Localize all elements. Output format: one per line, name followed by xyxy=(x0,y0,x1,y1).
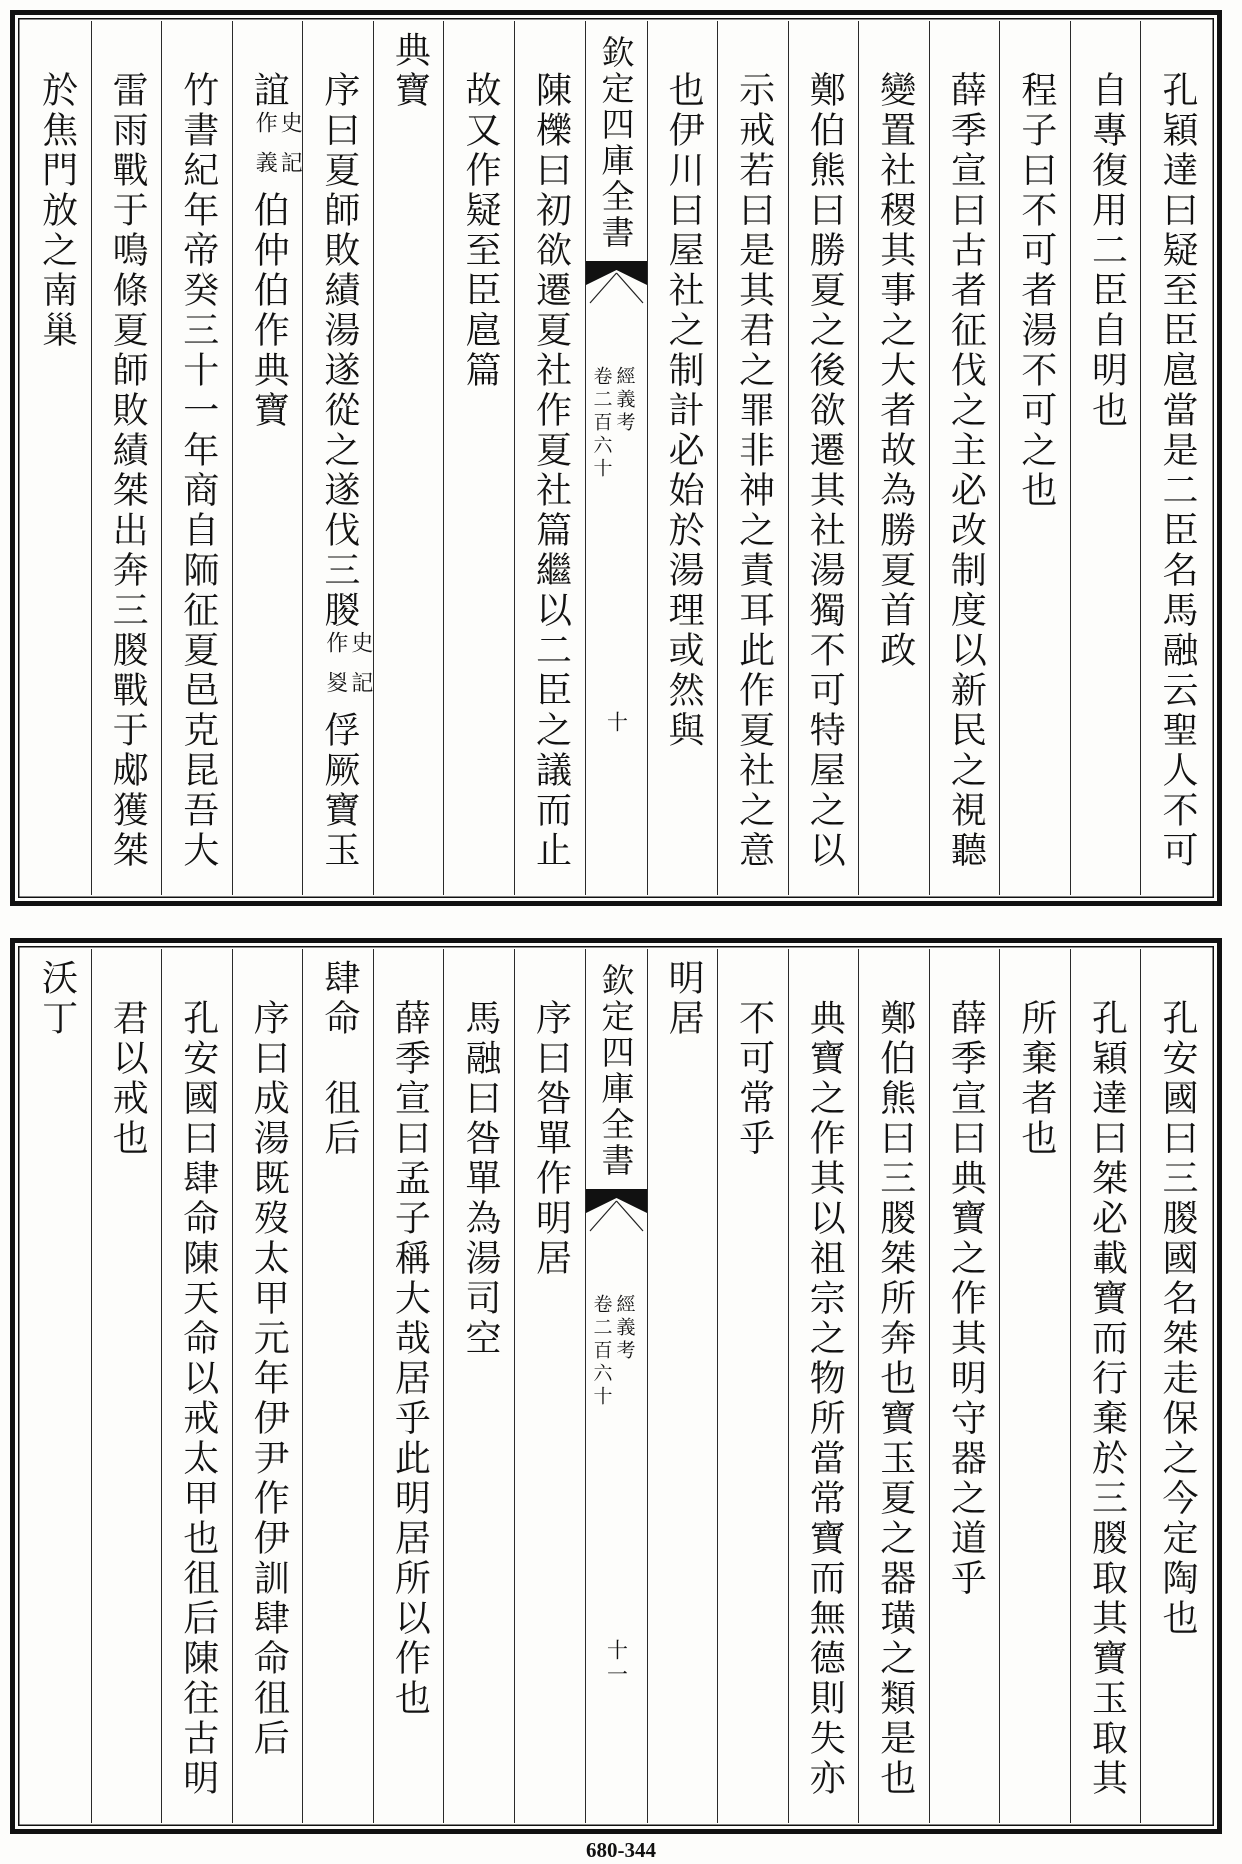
text-column: 君以戒也 xyxy=(91,949,162,1823)
folio-leaf-number: 十 xyxy=(604,711,629,735)
text-column: 鄭伯熊曰勝夏之後欲遷其社湯獨不可特屋之以 xyxy=(788,21,859,895)
text-column: 孔安國曰肆命陳天命以戒太甲也徂后陳往古明 xyxy=(161,949,232,1823)
column-text: 序曰夏師敗績湯遂從之遂伐三朡 xyxy=(318,71,360,631)
text-column: 孔安國曰三朡國名桀走保之今定陶也 xyxy=(1140,949,1211,1823)
text-column: 於焦門放之南巢 xyxy=(36,71,78,351)
note-line-left: 作義 xyxy=(252,111,278,191)
folio-series-title: 欽定四庫全書 xyxy=(596,963,636,1179)
column-strip xyxy=(21,21,1211,895)
section-title: 肆命 xyxy=(318,959,360,1039)
text-column: 鄭伯熊曰三朡桀所奔也寶玉夏之器璜之類是也 xyxy=(858,949,929,1823)
page-number-footer: 680-344 xyxy=(586,1838,656,1862)
column-text-continued: 俘厥寶玉 xyxy=(318,711,360,871)
note-line-right: 史記 xyxy=(347,631,373,711)
folio-juan-number: 卷二百六十 xyxy=(590,366,613,481)
text-column: 故又作疑至臣扈篇 xyxy=(443,21,514,895)
section-title: 徂后 xyxy=(318,1079,360,1159)
text-column: 陳櫟曰初欲遷夏社作夏社篇繼以二臣之議而止 xyxy=(514,21,585,895)
text-column: 竹書紀年帝癸三十一年商自陑征夏邑克昆吾大 xyxy=(161,21,232,895)
column-strip xyxy=(21,949,1211,1823)
text-column: 雷雨戰于鳴條夏師敗績桀出奔三朡戰于郕獲桀 xyxy=(91,21,162,895)
text-column: 典寶之作其以祖宗之物所當常寶而無德則失亦 xyxy=(788,949,859,1823)
text-column: 孔穎達曰桀必載寶而行棄於三朡取其寶玉取其 xyxy=(1070,949,1141,1823)
section-title-column xyxy=(302,949,373,1823)
text-column: 薛季宣曰孟子稱大哉居乎此明居所以作也 xyxy=(373,949,444,1823)
folio-book-title: 經義考 xyxy=(613,366,636,435)
section-title: 典寶 xyxy=(373,21,444,895)
note-line-right: 史記 xyxy=(277,111,303,191)
text-column xyxy=(232,21,303,895)
text-column: 序曰成湯既歿太甲元年伊尹作伊訓肆命徂后 xyxy=(232,949,303,1823)
section-title: 沃丁 xyxy=(36,959,78,1039)
text-column: 馬融曰咎單為湯司空 xyxy=(443,949,514,1823)
text-column: 也伊川曰屋社之制計必始於湯理或然與 xyxy=(647,21,718,895)
text-column: 程子曰不可者湯不可之也 xyxy=(999,21,1070,895)
folio-book-title: 經義考 xyxy=(613,1294,636,1363)
folio-series-title: 欽定四庫全書 xyxy=(596,35,636,251)
column-text: 誼 xyxy=(248,71,290,111)
note-line-left: 作㚇 xyxy=(322,631,348,711)
fishtail-icon xyxy=(586,261,647,307)
column-text-continued: 伯仲伯作典寶 xyxy=(248,191,290,431)
text-column: 示戒若曰是其君之罪非神之責耳此作夏社之意 xyxy=(717,21,788,895)
text-column: 不可常乎 xyxy=(717,949,788,1823)
folio-column xyxy=(585,949,647,1823)
interlinear-note xyxy=(252,111,302,191)
text-column xyxy=(302,21,373,895)
text-column: 孔穎達曰疑至臣扈當是二臣名馬融云聖人不可 xyxy=(1140,21,1211,895)
folio-juan-number: 卷二百六十 xyxy=(590,1294,613,1409)
text-column: 薛季宣曰古者征伐之主必改制度以新民之視聽 xyxy=(929,21,1000,895)
text-column: 所棄者也 xyxy=(999,949,1070,1823)
text-column: 薛季宣曰典寶之作其明守器之道乎 xyxy=(929,949,1000,1823)
lower-leaf-panel xyxy=(10,938,1222,1834)
folio-column xyxy=(585,21,647,895)
upper-leaf-panel xyxy=(10,10,1222,906)
text-column: 序曰咎單作明居 xyxy=(514,949,585,1823)
section-title: 明居 xyxy=(647,949,718,1823)
interlinear-note xyxy=(323,631,373,711)
fishtail-icon xyxy=(586,1189,647,1235)
text-column: 自專復用二臣自明也 xyxy=(1070,21,1141,895)
folio-leaf-number: 十一 xyxy=(604,1639,629,1687)
text-column: 變置社稷其事之大者故為勝夏首政 xyxy=(858,21,929,895)
